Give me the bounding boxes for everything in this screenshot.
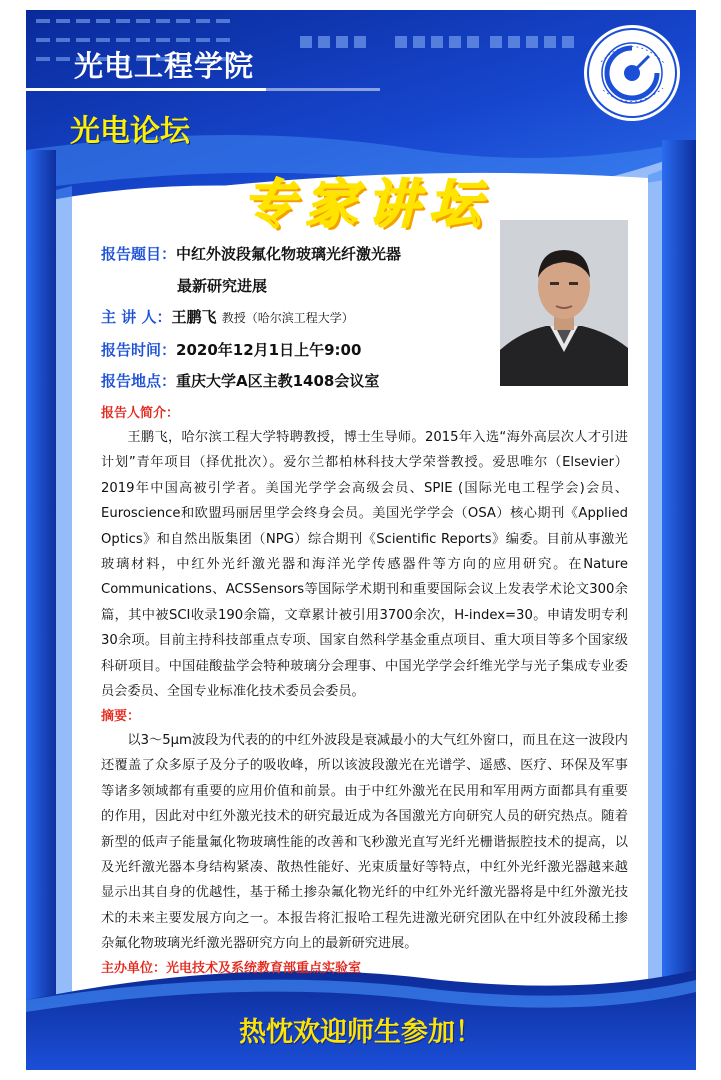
college-logo-icon bbox=[581, 22, 683, 124]
time-label: 报告时间： bbox=[101, 341, 177, 359]
organizer-row bbox=[101, 957, 361, 976]
speaker-row bbox=[101, 306, 501, 327]
headline: 专家讲坛 bbox=[242, 174, 491, 235]
abstract-text: 以3～5μm波段为代表的的中红外波段是衰减最小的大气红外窗口，而且在这一波段内还覆盖了众多原子及分子的吸收峰，所以该波段激光在光谱学、遥感、医疗、环保及军事等诸多领域都有重要的应用价值和前景。由于中红外激光在民用和军用两方面都具有重要的作用，因此对中红外激光技术的研究最近成为各国激光方向研究人员的研究热点。随着新型的低声子能量氟化物玻璃性能的改善和飞秒激光直写光纤光栅谐振腔技术的提高，以及光纤激光器本身结构紧凑、散热性能好、光束质量好等特点，中红外光纤激光器越来越显示出其自身的优越性，基于稀土掺杂氟化物光纤的中红外光纤激光器将是中红外激光技术的未来主要发展方向之一。本报告将汇报哈工程先进激光研究团队在中红外波段稀土掺杂氟化物玻璃光纤激光器研究方向上的最新研究进展。 bbox=[101, 733, 628, 952]
organizer-value: 光电技术及系统教育部重点实验室 bbox=[166, 961, 362, 976]
time-row bbox=[101, 339, 501, 360]
speaker-photo bbox=[500, 220, 628, 386]
place-row bbox=[101, 370, 501, 391]
topic-line2: 最新研究进展 bbox=[177, 277, 268, 295]
topic-line1: 中红外波段氟化物玻璃光纤激光器 bbox=[176, 245, 402, 263]
place-label: 报告地点： bbox=[101, 372, 177, 390]
organizer-label: 主办单位： bbox=[101, 961, 167, 976]
abstract-label: 摘要： bbox=[101, 709, 141, 724]
topic-row bbox=[101, 243, 501, 264]
college-title: 光电工程学院 bbox=[74, 49, 255, 83]
speaker-title: 教授（哈尔滨工程大学） bbox=[221, 311, 354, 325]
speaker-label: 主 讲 人： bbox=[101, 308, 172, 326]
decorative-squares-right bbox=[490, 36, 574, 48]
bio-text: 王鹏飞，哈尔滨工程大学特聘教授，博士生导师。2015年入选“海外高层次人才引进计划”青年项目（择优批次）。爱尔兰都柏林科技大学荣誉教授。爱思唯尔（Elsevier）2019年中国高被引学者。美国光学学会高级会员、SPIE (国际光电工程学会)会员、Euroscience和欧盟玛丽居里学会终身会员。美国光学学会（OSA）核心期刊《Applied Optics》和自然出版集团（NPG）综合期刊《Scientific Reports》编委。目前从事激光玻璃材料，中红外光纤激光器和海洋光学传感器件等方向的应用研究。在Nature Communications、ACSSensors等国际学术期刊和重要国际会议上发表学术论文300余篇，其中被SCI收录190余篇，文章累计被引用3700余次，H-index=30。申请发明专利30余项。目前主持科技部重点专项、国家自然科学基金重点项目、重大项目等多个国家级科研项目。中国硅酸盐学会特种玻璃分会理事、中国光学学会纤维光学与光子集成专业委员会委员、全国专业标准化技术委员会委员。 bbox=[101, 430, 628, 700]
time-value: 2020年12月1日上午9:00 bbox=[176, 341, 362, 359]
bio-label: 报告人简介： bbox=[101, 406, 180, 421]
forum-title: 光电论坛 bbox=[70, 114, 190, 149]
decorative-squares-left bbox=[300, 36, 366, 48]
speaker-name: 王鹏飞 bbox=[171, 308, 217, 326]
place-value: 重庆大学A区主教1408会议室 bbox=[176, 372, 380, 390]
welcome-banner: 热忱欢迎师生参加！ bbox=[239, 1017, 482, 1048]
topic-label: 报告题目： bbox=[101, 245, 177, 263]
decorative-squares-mid bbox=[395, 36, 479, 48]
